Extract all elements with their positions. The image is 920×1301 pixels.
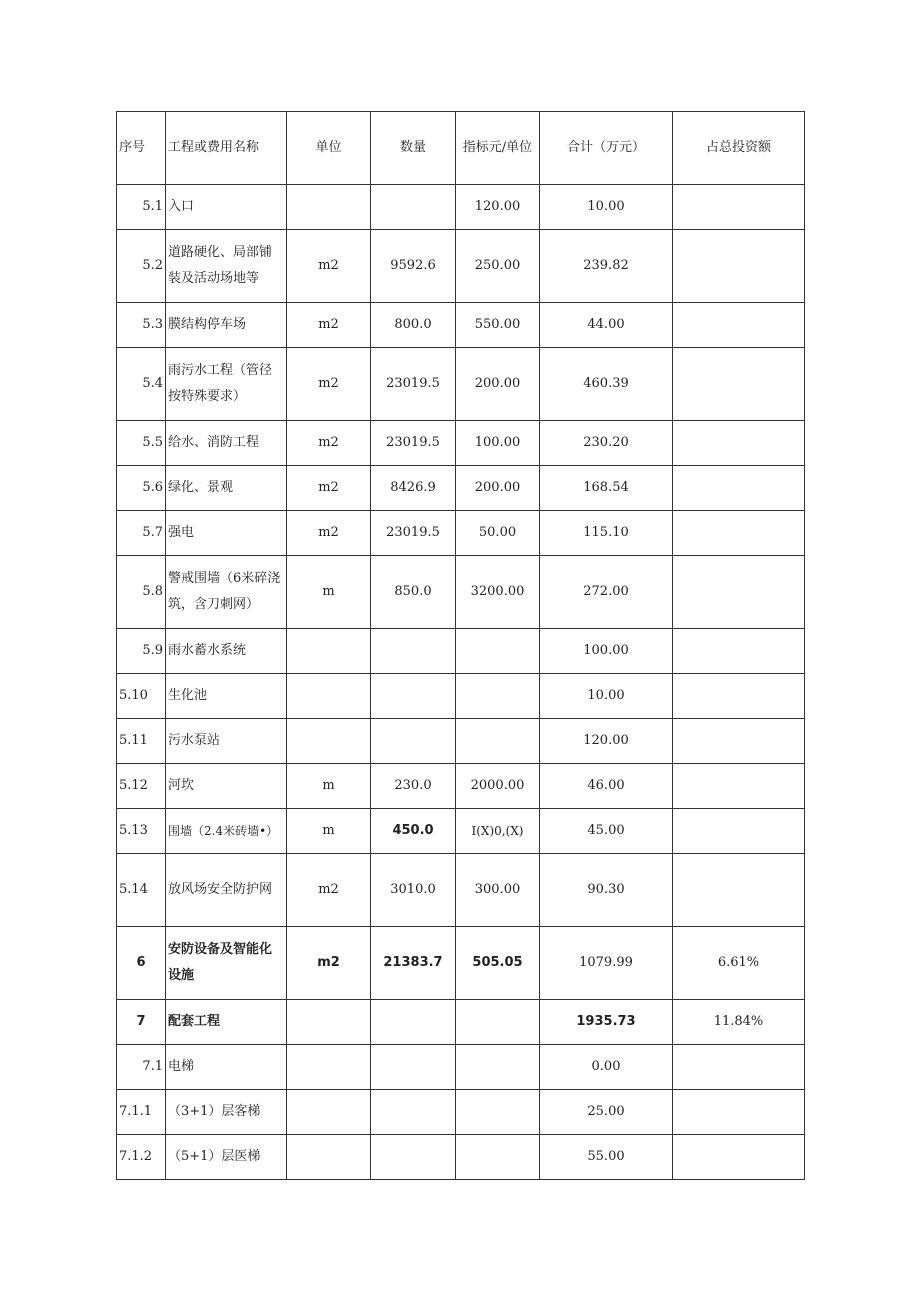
cell-unit: m2 xyxy=(287,303,371,348)
cell-ratio xyxy=(673,809,805,854)
cell-name: 道路硬化、局部铺装及活动场地等 xyxy=(166,230,287,303)
cell-seq: 5.14 xyxy=(117,854,166,927)
cell-seq: 5.9 xyxy=(117,629,166,674)
cell-name: 配套工程 xyxy=(166,1000,287,1045)
cell-seq: 5.8 xyxy=(117,556,166,629)
cell-qty: 850.0 xyxy=(371,556,456,629)
table-row xyxy=(117,1090,805,1135)
cell-name: （5+1）层医梯 xyxy=(166,1135,287,1180)
cell-name: 围墙（2.4米砖墙•） xyxy=(166,809,287,854)
cell-index: 200.00 xyxy=(456,466,540,511)
cell-qty: 3010.0 xyxy=(371,854,456,927)
cell-seq: 5.2 xyxy=(117,230,166,303)
cell-name: 雨水蓄水系统 xyxy=(166,629,287,674)
cell-qty xyxy=(371,1045,456,1090)
cell-seq: 5.1 xyxy=(117,185,166,230)
cell-total: 45.00 xyxy=(540,809,673,854)
cell-ratio xyxy=(673,511,805,556)
cell-seq: 5.13 xyxy=(117,809,166,854)
cell-index: 550.00 xyxy=(456,303,540,348)
cell-qty xyxy=(371,629,456,674)
cell-name: 河坎 xyxy=(166,764,287,809)
cell-total: 55.00 xyxy=(540,1135,673,1180)
cell-qty: 9592.6 xyxy=(371,230,456,303)
cell-index xyxy=(456,1135,540,1180)
cell-seq: 5.3 xyxy=(117,303,166,348)
cell-total: 1079.99 xyxy=(540,927,673,1000)
cell-index: 250.00 xyxy=(456,230,540,303)
cell-seq: 5.4 xyxy=(117,348,166,421)
cell-unit xyxy=(287,1090,371,1135)
cell-name: 生化池 xyxy=(166,674,287,719)
cell-index: 300.00 xyxy=(456,854,540,927)
cell-seq: 6 xyxy=(117,927,166,1000)
cell-index: 200.00 xyxy=(456,348,540,421)
table-row xyxy=(117,674,805,719)
cell-ratio xyxy=(673,185,805,230)
cell-unit xyxy=(287,629,371,674)
cell-name: 安防设备及智能化设施 xyxy=(166,927,287,1000)
cell-qty: 23019.5 xyxy=(371,421,456,466)
table-row xyxy=(117,466,805,511)
cell-index xyxy=(456,1090,540,1135)
table-row xyxy=(117,230,805,303)
cell-seq: 5.10 xyxy=(117,674,166,719)
header-name: 工程或费用名称 xyxy=(166,112,287,185)
cell-ratio xyxy=(673,348,805,421)
header-index: 指标元/单位 xyxy=(456,112,540,185)
cell-unit: m xyxy=(287,556,371,629)
header-row xyxy=(117,112,805,185)
table-row xyxy=(117,719,805,764)
table-row xyxy=(117,348,805,421)
cell-ratio xyxy=(673,674,805,719)
cell-unit xyxy=(287,719,371,764)
cell-seq: 5.12 xyxy=(117,764,166,809)
cell-index xyxy=(456,674,540,719)
header-qty: 数量 xyxy=(371,112,456,185)
cell-index: 50.00 xyxy=(456,511,540,556)
cell-total: 115.10 xyxy=(540,511,673,556)
cell-ratio xyxy=(673,629,805,674)
cell-total: 272.00 xyxy=(540,556,673,629)
table-row xyxy=(117,185,805,230)
cell-index xyxy=(456,629,540,674)
table-row xyxy=(117,556,805,629)
cell-unit: m2 xyxy=(287,421,371,466)
cell-unit: m2 xyxy=(287,927,371,1000)
cell-unit: m xyxy=(287,764,371,809)
cell-index xyxy=(456,1045,540,1090)
cell-seq: 5.7 xyxy=(117,511,166,556)
cell-name: 警戒围墙（6米碎浇筑，含刀刺网） xyxy=(166,556,287,629)
cell-name: 绿化、景观 xyxy=(166,466,287,511)
cell-name: 雨污水工程（管径按特殊要求） xyxy=(166,348,287,421)
cell-ratio xyxy=(673,466,805,511)
cell-total: 90.30 xyxy=(540,854,673,927)
table-row xyxy=(117,809,805,854)
table-row xyxy=(117,1045,805,1090)
header-total: 合计（万元） xyxy=(540,112,673,185)
cell-name: 膜结构停车场 xyxy=(166,303,287,348)
cell-seq: 7.1.1 xyxy=(117,1090,166,1135)
cell-qty xyxy=(371,1135,456,1180)
cell-index: 3200.00 xyxy=(456,556,540,629)
cell-total: 460.39 xyxy=(540,348,673,421)
cell-unit xyxy=(287,674,371,719)
header-unit: 单位 xyxy=(287,112,371,185)
cell-total: 239.82 xyxy=(540,230,673,303)
table-row xyxy=(117,303,805,348)
cell-qty: 450.0 xyxy=(371,809,456,854)
cell-qty xyxy=(371,1090,456,1135)
cell-index xyxy=(456,719,540,764)
cell-seq: 7.1 xyxy=(117,1045,166,1090)
cell-seq: 7.1.2 xyxy=(117,1135,166,1180)
cell-ratio xyxy=(673,764,805,809)
cell-total: 1935.73 xyxy=(540,1000,673,1045)
header-seq: 序号 xyxy=(117,112,166,185)
cell-ratio xyxy=(673,1090,805,1135)
cell-qty: 8426.9 xyxy=(371,466,456,511)
cell-ratio xyxy=(673,854,805,927)
cell-seq: 5.11 xyxy=(117,719,166,764)
cell-unit xyxy=(287,1045,371,1090)
cell-qty xyxy=(371,185,456,230)
cell-ratio: 6.61% xyxy=(673,927,805,1000)
cell-ratio xyxy=(673,556,805,629)
cell-total: 25.00 xyxy=(540,1090,673,1135)
table-row xyxy=(117,629,805,674)
cell-unit: m2 xyxy=(287,348,371,421)
cell-name: 电梯 xyxy=(166,1045,287,1090)
cell-index: 100.00 xyxy=(456,421,540,466)
cell-qty xyxy=(371,1000,456,1045)
cell-seq: 5.6 xyxy=(117,466,166,511)
table-row xyxy=(117,511,805,556)
cell-unit: m2 xyxy=(287,466,371,511)
cell-total: 0.00 xyxy=(540,1045,673,1090)
cell-index: 2000.00 xyxy=(456,764,540,809)
cell-seq: 7 xyxy=(117,1000,166,1045)
cell-total: 120.00 xyxy=(540,719,673,764)
cell-total: 230.20 xyxy=(540,421,673,466)
cell-unit: m2 xyxy=(287,854,371,927)
table-row xyxy=(117,854,805,927)
cell-seq: 5.5 xyxy=(117,421,166,466)
cell-qty: 800.0 xyxy=(371,303,456,348)
cell-name: 污水泵站 xyxy=(166,719,287,764)
cell-ratio xyxy=(673,1135,805,1180)
table-row xyxy=(117,421,805,466)
cell-name: 放风场安全防护网 xyxy=(166,854,287,927)
cell-unit xyxy=(287,185,371,230)
cell-ratio xyxy=(673,421,805,466)
cell-total: 100.00 xyxy=(540,629,673,674)
cell-qty: 23019.5 xyxy=(371,348,456,421)
cell-qty xyxy=(371,719,456,764)
cell-unit xyxy=(287,1000,371,1045)
cell-name: 给水、消防工程 xyxy=(166,421,287,466)
cell-total: 44.00 xyxy=(540,303,673,348)
cell-unit: m2 xyxy=(287,230,371,303)
cell-ratio: 11.84% xyxy=(673,1000,805,1045)
cell-unit: m xyxy=(287,809,371,854)
cell-unit xyxy=(287,1135,371,1180)
cell-total: 46.00 xyxy=(540,764,673,809)
cell-name: 强电 xyxy=(166,511,287,556)
cell-index: 120.00 xyxy=(456,185,540,230)
table-row xyxy=(117,1000,805,1045)
cell-qty: 230.0 xyxy=(371,764,456,809)
table-row xyxy=(117,764,805,809)
cell-unit: m2 xyxy=(287,511,371,556)
cell-index: 505.05 xyxy=(456,927,540,1000)
cell-ratio xyxy=(673,1045,805,1090)
cell-qty: 23019.5 xyxy=(371,511,456,556)
table-row xyxy=(117,927,805,1000)
cell-name: （3+1）层客梯 xyxy=(166,1090,287,1135)
cell-qty xyxy=(371,674,456,719)
cost-table xyxy=(116,111,805,1180)
cell-total: 168.54 xyxy=(540,466,673,511)
cell-ratio xyxy=(673,303,805,348)
cell-total: 10.00 xyxy=(540,674,673,719)
table-row xyxy=(117,1135,805,1180)
cell-ratio xyxy=(673,230,805,303)
cell-index xyxy=(456,1000,540,1045)
cell-total: 10.00 xyxy=(540,185,673,230)
header-ratio: 占总投资额 xyxy=(673,112,805,185)
cell-ratio xyxy=(673,719,805,764)
cell-name: 入口 xyxy=(166,185,287,230)
cell-qty: 21383.7 xyxy=(371,927,456,1000)
cell-index: I(X)0,(X) xyxy=(456,809,540,854)
